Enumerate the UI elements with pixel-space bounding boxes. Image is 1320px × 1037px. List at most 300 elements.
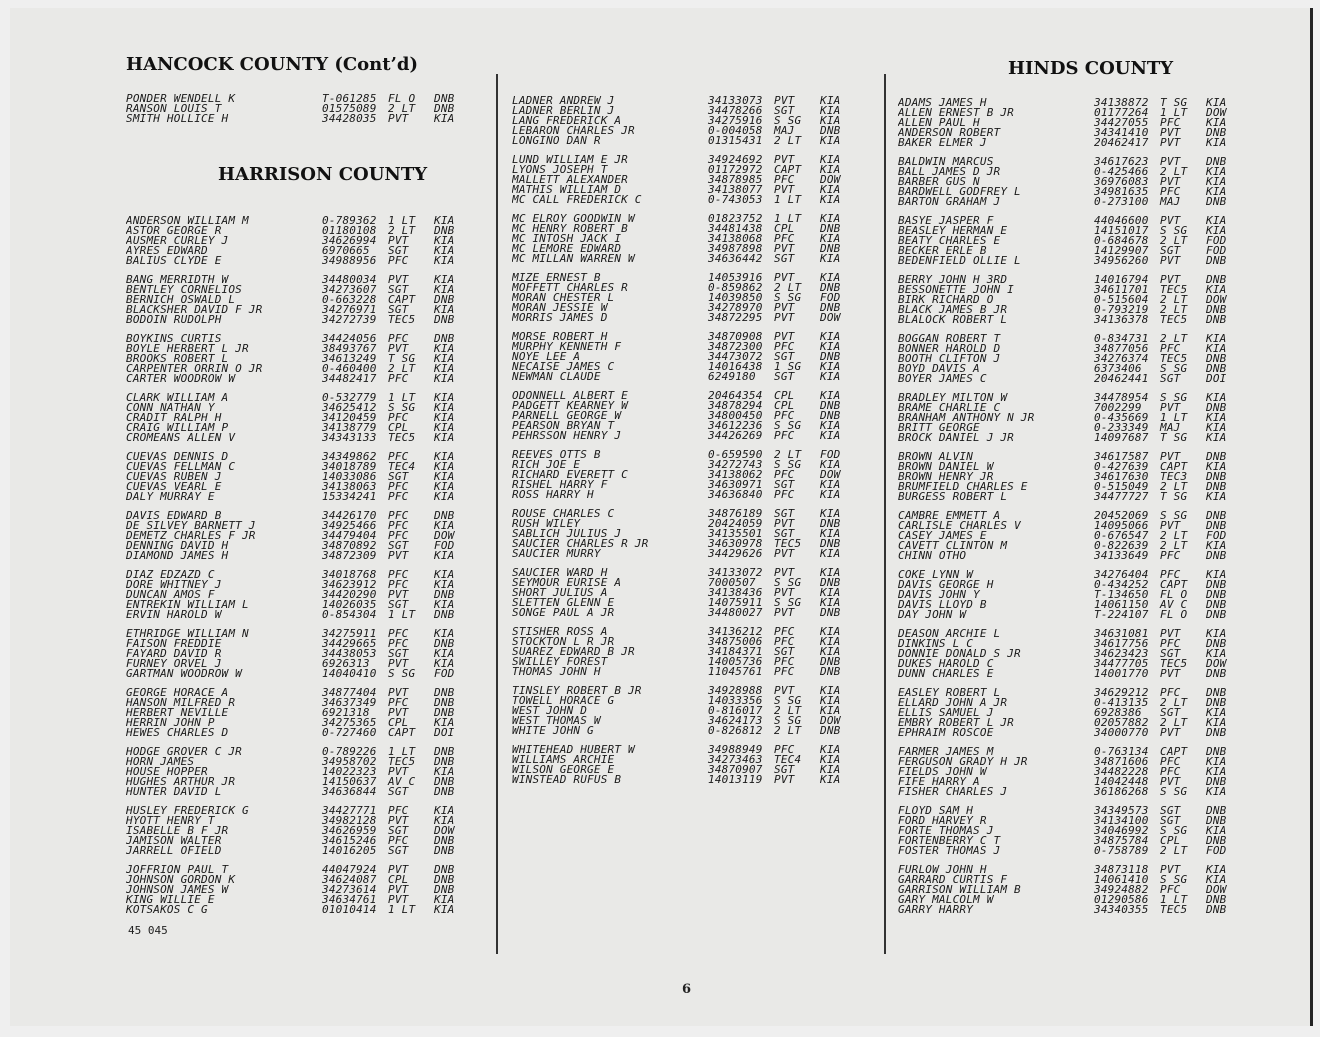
entry-serial: 34482228 — [1094, 765, 1149, 778]
roster-entry — [898, 511, 1240, 521]
entry-name: BAKER ELMER J — [898, 138, 987, 148]
roster-entry — [512, 313, 854, 323]
entry-serial: 0-233349 — [1094, 421, 1149, 434]
entry-name: PEARSON BRYAN T — [512, 421, 615, 431]
entry-status: DNB — [1206, 313, 1227, 326]
entry-status: KIA — [434, 283, 455, 296]
entry-serial: 34482417 — [322, 372, 377, 385]
entry-status: DOI — [1206, 372, 1227, 385]
entry-status: DNB — [820, 517, 841, 530]
entry-name: FURLOW JOHN H — [898, 865, 987, 875]
entry-name: SEYMOUR EURISE A — [512, 578, 622, 588]
entry-name: JOHNSON GORDON K — [126, 875, 236, 885]
entry-rank: SGT — [1160, 244, 1181, 257]
roster-entry — [126, 728, 468, 738]
entry-status: KIA — [820, 183, 841, 196]
entry-serial: 34424056 — [322, 332, 377, 345]
entry-serial: 34630971 — [708, 478, 763, 491]
roster-entry — [512, 165, 854, 175]
entry-name: ASTOR GEORGE R — [126, 226, 222, 236]
roster-entry — [512, 509, 854, 519]
roster-group — [126, 275, 468, 325]
roster-entry — [126, 787, 468, 797]
entry-rank: S SG — [1160, 362, 1188, 375]
entry-name: BARBER GUS N — [898, 177, 980, 187]
roster-entry — [126, 836, 468, 846]
entry-rank: S SG — [1160, 224, 1188, 237]
roster-entry — [898, 659, 1240, 669]
roster-entry — [126, 236, 468, 246]
entry-name: STOCKTON L R JR — [512, 637, 615, 647]
entry-status: KIA — [434, 568, 455, 581]
entry-status: KIA — [434, 431, 455, 444]
roster-entry — [126, 757, 468, 767]
entry-serial: 20424059 — [708, 517, 763, 530]
entry-status: DNB — [820, 222, 841, 235]
entry-serial: 01010414 — [322, 903, 377, 916]
entry-serial: 34273607 — [322, 283, 377, 296]
roster-entry — [126, 688, 468, 698]
entry-rank: PFC — [388, 480, 409, 493]
entry-status: DNB — [434, 332, 455, 345]
entry-serial: 34872300 — [708, 340, 763, 353]
entry-status: KIA — [820, 743, 841, 756]
entry-status: KIA — [1206, 175, 1227, 188]
entry-name: CUEVAS DENNIS D — [126, 452, 229, 462]
roster-entry — [126, 521, 468, 531]
entry-serial: 14033356 — [708, 694, 763, 707]
entry-rank: 1 SG — [774, 360, 802, 373]
entry-rank: MAJ — [1160, 421, 1181, 434]
roster-entry — [512, 539, 854, 549]
entry-serial: 34120459 — [322, 411, 377, 424]
roster-entry — [898, 698, 1240, 708]
entry-name: BEDENFIELD OLLIE L — [898, 256, 1021, 266]
entry-serial: 44046600 — [1094, 214, 1149, 227]
entry-name: BENTLEY CORNELIOS — [126, 285, 242, 295]
entry-name: DAVIS JOHN Y — [898, 590, 980, 600]
entry-status: DNB — [434, 637, 455, 650]
roster-entry — [126, 551, 468, 561]
entry-name: MALLETT ALEXANDER — [512, 175, 628, 185]
roster-entry — [898, 187, 1240, 197]
entry-serial: 34429665 — [322, 637, 377, 650]
roster-entry — [898, 590, 1240, 600]
entry-status: KIA — [1206, 214, 1227, 227]
entry-name: NOYE LEE A — [512, 352, 581, 362]
entry-serial: 34625412 — [322, 401, 377, 414]
entry-name: ELLIS SAMUEL J — [898, 708, 994, 718]
roster-entry — [126, 826, 468, 836]
entry-serial: 34427055 — [1094, 116, 1149, 129]
entry-name: WEST JOHN D — [512, 706, 588, 716]
entry-rank: TEC5 — [1160, 903, 1188, 916]
entry-name: GEORGE HORACE A — [126, 688, 229, 698]
entry-status: DOW — [1206, 883, 1227, 896]
entry-rank: 2 LT — [1160, 480, 1188, 493]
entry-rank: TEC5 — [388, 755, 416, 768]
entry-serial: 20452069 — [1094, 509, 1149, 522]
entry-rank: SGT — [774, 527, 795, 540]
entry-serial: 34982128 — [322, 814, 377, 827]
entry-rank: PVT — [1160, 126, 1181, 139]
entry-status: KIA — [1206, 342, 1227, 355]
entry-rank: PVT — [774, 586, 795, 599]
roster-entry — [512, 126, 854, 136]
entry-status: DNB — [820, 665, 841, 678]
entry-status: KIA — [820, 340, 841, 353]
entry-serial: 6921318 — [322, 706, 370, 719]
entry-rank: CAPT — [1160, 745, 1188, 758]
entry-status: FOD — [434, 539, 455, 552]
entry-serial: 34276971 — [322, 303, 377, 316]
entry-serial: 34420290 — [322, 588, 377, 601]
entry-name: DUNN CHARLES E — [898, 669, 994, 679]
entry-status: DNB — [434, 92, 455, 105]
entry-serial: 34275365 — [322, 716, 377, 729]
entry-rank: FL O — [1160, 588, 1188, 601]
roster-entry — [512, 224, 854, 234]
entry-rank: 1 LT — [1160, 106, 1188, 119]
entry-status: KIA — [820, 753, 841, 766]
roster-entry — [898, 541, 1240, 551]
roster-entry — [126, 216, 468, 226]
entry-name: GARTMAN WOODROW W — [126, 669, 242, 679]
entry-name: BRUMFIELD CHARLES E — [898, 482, 1028, 492]
entry-rank: PFC — [774, 340, 795, 353]
entry-serial: 14026035 — [322, 598, 377, 611]
entry-serial: 14053916 — [708, 271, 763, 284]
entry-rank: PFC — [1160, 765, 1181, 778]
column-middle — [512, 96, 854, 794]
entry-rank: PFC — [774, 468, 795, 481]
entry-name: STISHER ROSS A — [512, 627, 608, 637]
entry-serial: 34924882 — [1094, 883, 1149, 896]
entry-rank: CPL — [774, 222, 795, 235]
entry-serial: 34272743 — [708, 458, 763, 471]
entry-status: KIA — [820, 114, 841, 127]
roster-entry — [898, 846, 1240, 856]
entry-status: DOW — [1206, 106, 1227, 119]
entry-status: DOW — [820, 468, 841, 481]
entry-status: KIA — [434, 480, 455, 493]
roster-group — [512, 627, 854, 677]
entry-rank: S SG — [774, 114, 802, 127]
entry-name: MATHIS WILLIAM D — [512, 185, 622, 195]
entry-status: FOD — [1206, 234, 1227, 247]
entry-serial: 15334241 — [322, 490, 377, 503]
entry-name: LONGINO DAN R — [512, 136, 601, 146]
entry-serial: 34438053 — [322, 647, 377, 660]
entry-rank: PVT — [388, 893, 409, 906]
entry-serial: 34138077 — [708, 183, 763, 196]
entry-serial: 34875006 — [708, 635, 763, 648]
roster-entry — [512, 657, 854, 667]
roster-entry — [512, 391, 854, 401]
entry-rank: CAPT — [774, 163, 802, 176]
entry-status: KIA — [1206, 873, 1227, 886]
entry-rank: 1 LT — [388, 214, 416, 227]
roster-entry — [512, 765, 854, 775]
roster-entry — [512, 106, 854, 116]
entry-name: BERRY JOHN H 3RD — [898, 275, 1008, 285]
entry-rank: TEC5 — [1160, 657, 1188, 670]
entry-status: KIA — [434, 214, 455, 227]
roster-entry — [898, 895, 1240, 905]
roster-entry — [898, 580, 1240, 590]
entry-rank: PFC — [388, 411, 409, 424]
entry-rank: 2 LT — [1160, 332, 1188, 345]
entry-serial: 34138779 — [322, 421, 377, 434]
entry-serial: 0-515049 — [1094, 480, 1149, 493]
roster-group — [898, 98, 1240, 148]
roster-entry — [126, 816, 468, 826]
entry-rank: PFC — [774, 743, 795, 756]
roster-entry — [512, 578, 854, 588]
entry-serial: 36186268 — [1094, 785, 1149, 798]
entry-serial: 34870907 — [708, 763, 763, 776]
entry-status: KIA — [1206, 96, 1227, 109]
entry-name: DUNCAN AMOS F — [126, 590, 215, 600]
entry-name: AYRES EDWARD — [126, 246, 208, 256]
entry-name: FERGUSON GRADY H JR — [898, 757, 1028, 767]
entry-status: DNB — [1206, 696, 1227, 709]
entry-status: KIA — [434, 362, 455, 375]
entry-status: DNB — [434, 293, 455, 306]
entry-status: KIA — [434, 578, 455, 591]
roster-entry — [512, 598, 854, 608]
entry-rank: SGT — [1160, 804, 1181, 817]
roster-entry — [126, 905, 468, 915]
entry-name: ROUSE CHARLES C — [512, 509, 615, 519]
entry-status: DNB — [820, 281, 841, 294]
entry-rank: PVT — [1160, 136, 1181, 149]
entry-rank: SGT — [388, 647, 409, 660]
entry-serial: 34135501 — [708, 527, 763, 540]
entry-serial: 0-676547 — [1094, 529, 1149, 542]
entry-name: BOOTH CLIFTON J — [898, 354, 1001, 364]
entry-serial: 34278970 — [708, 301, 763, 314]
entry-status: KIA — [1206, 490, 1227, 503]
entry-serial: 6928386 — [1094, 706, 1142, 719]
entry-status: FOD — [1206, 844, 1227, 857]
entry-rank: S SG — [774, 714, 802, 727]
roster-group — [512, 214, 854, 264]
entry-rank: PFC — [1160, 185, 1181, 198]
entry-name: KOTSAKOS C G — [126, 905, 208, 915]
entry-serial: 34429626 — [708, 547, 763, 560]
entry-status: KIA — [820, 694, 841, 707]
entry-status: DNB — [1206, 745, 1227, 758]
roster-entry — [126, 747, 468, 757]
entry-name: DAVIS GEORGE H — [898, 580, 994, 590]
entry-rank: S SG — [1160, 824, 1188, 837]
entry-rank: PVT — [1160, 401, 1181, 414]
entry-rank: PFC — [1160, 549, 1181, 562]
entry-serial: 14097687 — [1094, 431, 1149, 444]
entry-serial: 34138872 — [1094, 96, 1149, 109]
entry-serial: 34617630 — [1094, 470, 1149, 483]
entry-status: DNB — [434, 755, 455, 768]
entry-status: KIA — [1206, 716, 1227, 729]
entry-status: DNB — [434, 863, 455, 876]
entry-status: DNB — [820, 409, 841, 422]
roster-entry — [898, 472, 1240, 482]
entry-name: BESSONETTE JOHN I — [898, 285, 1014, 295]
entry-name: ERVIN HAROLD W — [126, 610, 222, 620]
roster-group — [898, 275, 1240, 325]
entry-rank: PVT — [774, 183, 795, 196]
entry-status: DNB — [1206, 834, 1227, 847]
entry-rank: PFC — [388, 696, 409, 709]
entry-serial: 34481438 — [708, 222, 763, 235]
entry-serial: 34478954 — [1094, 391, 1149, 404]
entry-serial: 34276404 — [1094, 568, 1149, 581]
entry-rank: 2 LT — [388, 362, 416, 375]
roster-group — [898, 570, 1240, 620]
entry-serial: 14033086 — [322, 470, 377, 483]
entry-status: DNB — [1206, 155, 1227, 168]
entry-serial: 34272739 — [322, 313, 377, 326]
entry-rank: SGT — [1160, 706, 1181, 719]
roster-entry — [512, 155, 854, 165]
roster-group — [126, 393, 468, 443]
entry-rank: PVT — [1160, 627, 1181, 640]
entry-rank: PVT — [388, 588, 409, 601]
entry-serial: 0-793219 — [1094, 303, 1149, 316]
entry-rank: PVT — [774, 311, 795, 324]
entry-status: KIA — [820, 134, 841, 147]
entry-status: DNB — [1206, 450, 1227, 463]
entry-rank: 2 LT — [1160, 696, 1188, 709]
entry-serial: 34617587 — [1094, 450, 1149, 463]
entry-rank: CPL — [774, 399, 795, 412]
entry-serial: 14150637 — [322, 775, 377, 788]
entry-status: DNB — [1206, 509, 1227, 522]
entry-name: BRANHAM ANTHONY N JR — [898, 413, 1035, 423]
roster-entry — [126, 403, 468, 413]
roster-group — [126, 94, 468, 124]
entry-name: WHITEHEAD HUBERT W — [512, 745, 635, 755]
roster-group — [898, 747, 1240, 797]
entry-serial: 34876189 — [708, 507, 763, 520]
entry-serial: 14040410 — [322, 667, 377, 680]
entry-name: DE SILVEY BARNETT J — [126, 521, 256, 531]
entry-rank: CAPT — [1160, 578, 1188, 591]
entry-rank: PVT — [1160, 175, 1181, 188]
entry-rank: S SG — [774, 596, 802, 609]
entry-name: DEASON ARCHIE L — [898, 629, 1001, 639]
footer-code: 45 045 — [128, 924, 168, 937]
entry-serial: 34877404 — [322, 686, 377, 699]
entry-status: DOW — [820, 173, 841, 186]
entry-status: KIA — [434, 519, 455, 532]
roster-entry — [512, 372, 854, 382]
entry-name: WINSTEAD RUFUS B — [512, 775, 622, 785]
entry-name: GARRARD CURTIS F — [898, 875, 1008, 885]
entry-status: KIA — [434, 234, 455, 247]
entry-status: KIA — [1206, 224, 1227, 237]
roster-entry — [898, 128, 1240, 138]
entry-name: HUSLEY FREDERICK G — [126, 806, 249, 816]
entry-status: DNB — [1206, 903, 1227, 916]
entry-status: KIA — [820, 566, 841, 579]
entry-status: KIA — [820, 507, 841, 520]
entry-name: DINKINS L C — [898, 639, 974, 649]
entry-status: DNB — [434, 775, 455, 788]
roster-entry — [512, 234, 854, 244]
roster-entry — [126, 718, 468, 728]
entry-serial: 34870892 — [322, 539, 377, 552]
entry-serial: 34872309 — [322, 549, 377, 562]
entry-status: DNB — [1206, 775, 1227, 788]
entry-name: GARRY HARRY — [898, 905, 974, 915]
entry-serial: 0-859862 — [708, 281, 763, 294]
entry-rank: PFC — [774, 488, 795, 501]
entry-serial: 14013119 — [708, 773, 763, 786]
entry-name: CARPENTER ORRIN O JR — [126, 364, 263, 374]
entry-status: DNB — [820, 350, 841, 363]
entry-rank: PFC — [1160, 686, 1181, 699]
entry-status: KIA — [434, 352, 455, 365]
entry-serial: T-224107 — [1094, 608, 1149, 621]
roster-group — [512, 332, 854, 382]
entry-status: DNB — [820, 606, 841, 619]
roster-entry — [898, 285, 1240, 295]
entry-name: JAMISON WALTER — [126, 836, 222, 846]
entry-status: DNB — [820, 537, 841, 550]
entry-rank: PFC — [774, 173, 795, 186]
entry-status: DNB — [1206, 726, 1227, 739]
entry-serial: 0-822639 — [1094, 539, 1149, 552]
entry-status: KIA — [1206, 116, 1227, 129]
roster-entry — [898, 757, 1240, 767]
roster-entry — [512, 706, 854, 716]
entry-name: BERNICH OSWALD L — [126, 295, 236, 305]
entry-name: BOYLE HERBERT L JR — [126, 344, 249, 354]
roster-entry — [512, 637, 854, 647]
roster-entry — [126, 708, 468, 718]
roster-entry — [898, 157, 1240, 167]
entry-rank: PVT — [1160, 214, 1181, 227]
roster-entry — [512, 588, 854, 598]
entry-serial: 44047924 — [322, 863, 377, 876]
entry-name: LUND WILLIAM E JR — [512, 155, 628, 165]
entry-name: SMITH HOLLICE H — [126, 114, 229, 124]
entry-status: KIA — [820, 586, 841, 599]
entry-rank: 2 LT — [774, 281, 802, 294]
entry-status: DNB — [1206, 893, 1227, 906]
roster-entry — [126, 659, 468, 669]
roster-entry — [512, 549, 854, 559]
entry-rank: PVT — [774, 773, 795, 786]
entry-name: CARLISLE CHARLES V — [898, 521, 1021, 531]
entry-name: WILSON GEORGE E — [512, 765, 615, 775]
entry-rank: SGT — [774, 645, 795, 658]
entry-rank: PVT — [1160, 775, 1181, 788]
entry-serial: 34626959 — [322, 824, 377, 837]
entry-serial: 14016205 — [322, 844, 377, 857]
entry-serial: T-134650 — [1094, 588, 1149, 601]
entry-rank: PFC — [774, 429, 795, 442]
entry-serial: 14005736 — [708, 655, 763, 668]
roster-entry — [898, 236, 1240, 246]
roster-entry — [512, 726, 854, 736]
entry-rank: PVT — [1160, 450, 1181, 463]
entry-rank: SGT — [774, 478, 795, 491]
heading-harrison-county: HARRISON COUNTY — [218, 164, 428, 185]
entry-status: DNB — [1206, 667, 1227, 680]
